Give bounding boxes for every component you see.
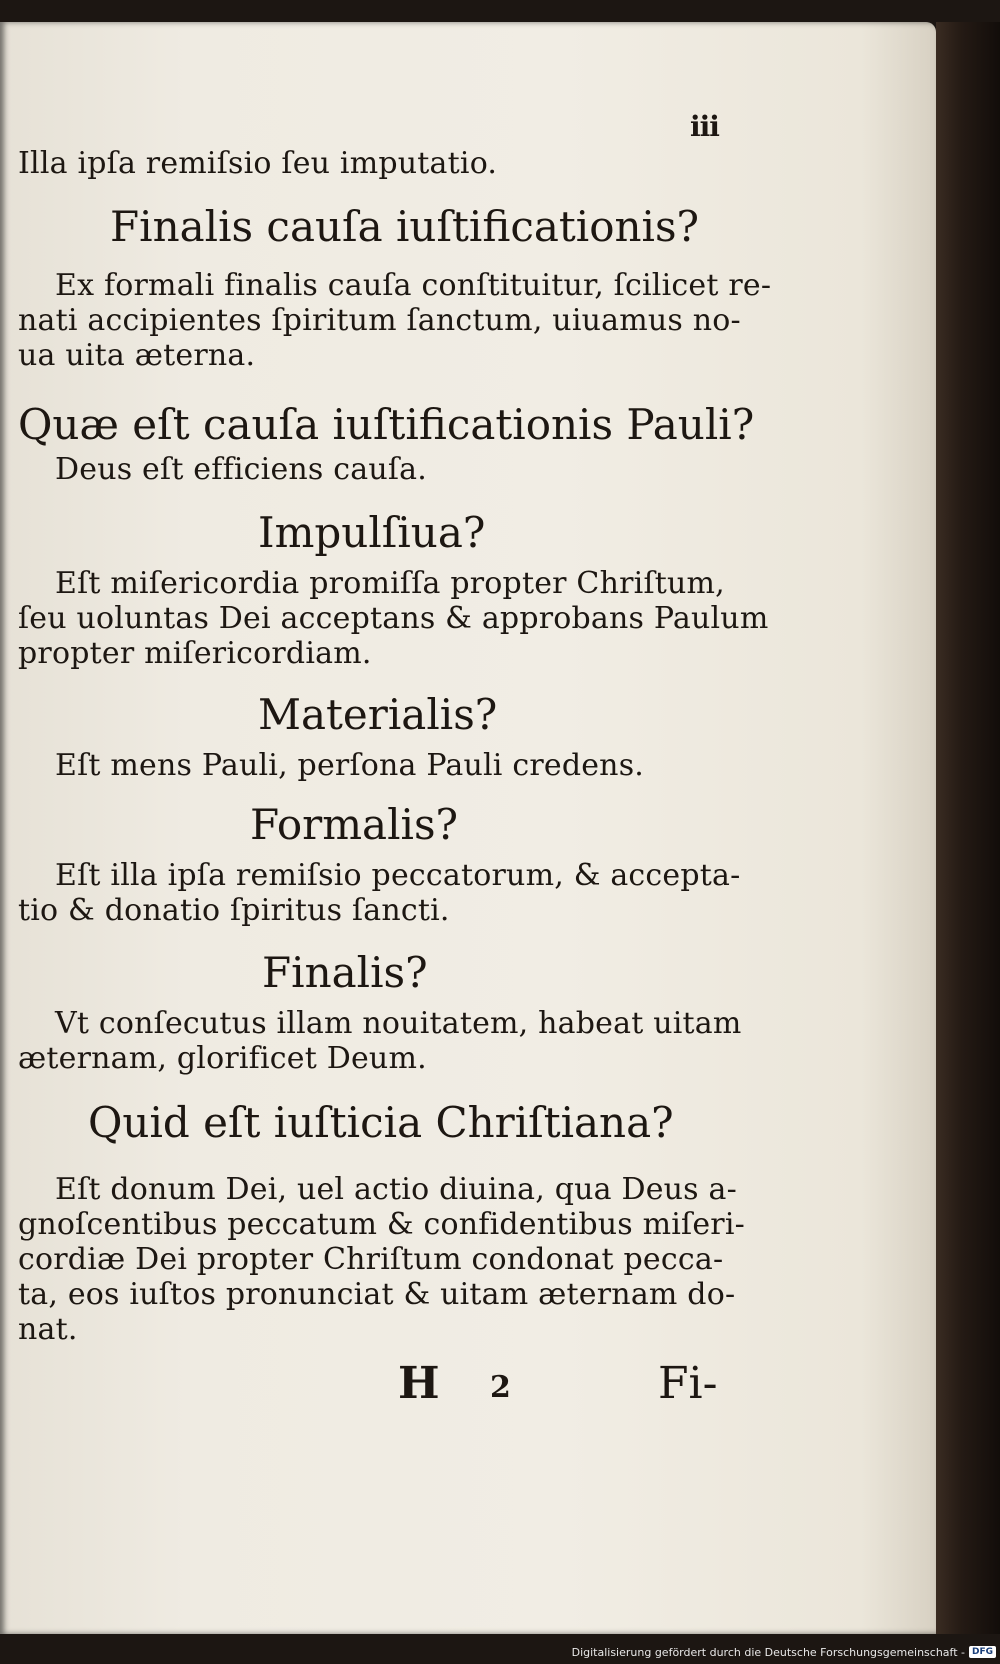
text-line: propter miſericordiam. (18, 636, 372, 671)
section-heading: Quæ eſt cauſa iuſtificationis Pauli? (18, 400, 755, 449)
dfg-logo: DFG (969, 1646, 996, 1658)
text-line: ta, eos iuſtos pronunciat & uitam æternam do- (18, 1277, 736, 1312)
text-line: æternam, glorificet Deum. (18, 1041, 427, 1076)
text-line: Vt conſecutus illam nouitatem, habeat uitam (55, 1006, 742, 1041)
text-line: Ex formali finalis cauſa conſtituitur, ſcilicet re- (55, 268, 772, 303)
text-line: Eſt mens Pauli, perſona Pauli credens. (55, 748, 645, 783)
book-edge (936, 22, 1000, 1634)
text-line: Illa ipſa remiſsio ſeu imputatio. (18, 146, 498, 181)
signature-mark: H (398, 1358, 440, 1409)
text-line: gnoſcentibus peccatum & confidentibus miſeri- (18, 1207, 745, 1242)
text-line: Eſt miſericordia promiſſa propter Chriſtum, (55, 566, 725, 601)
section-heading: Finalis cauſa iuſtificationis? (110, 202, 700, 251)
section-heading: Finalis? (262, 948, 428, 997)
text-line: Deus eſt efficiens cauſa. (55, 452, 428, 487)
text-line: nat. (18, 1312, 78, 1347)
book-page (0, 22, 936, 1634)
section-heading: Formalis? (250, 800, 459, 849)
credit-text: Digitalisierung gefördert durch die Deutsche Forschungsgemeinschaft - (571, 1645, 965, 1659)
section-heading: Impulſiua? (258, 508, 486, 557)
section-heading: Materialis? (258, 690, 498, 739)
catchword: Fi- (658, 1358, 718, 1409)
text-line: ua uita æterna. (18, 338, 256, 373)
digitization-credit (572, 1643, 996, 1661)
text-line: Eſt donum Dei, uel actio diuina, qua Deus a- (55, 1172, 737, 1207)
text-line: nati accipientes ſpiritum ſanctum, uiuamus no- (18, 303, 741, 338)
text-line: tio & donatio ſpiritus ſancti. (18, 893, 450, 928)
text-line: cordiæ Dei propter Chriſtum condonat pecca- (18, 1242, 724, 1277)
signature-number: 2 (490, 1370, 511, 1405)
text-line: Eſt illa ipſa remiſsio peccatorum, & accepta- (55, 858, 741, 893)
section-heading: Quid eſt iuſticia Chriſtiana? (88, 1098, 674, 1147)
page-number: iii (690, 110, 719, 143)
text-line: ſeu uoluntas Dei acceptans & approbans Paulum (18, 601, 769, 636)
